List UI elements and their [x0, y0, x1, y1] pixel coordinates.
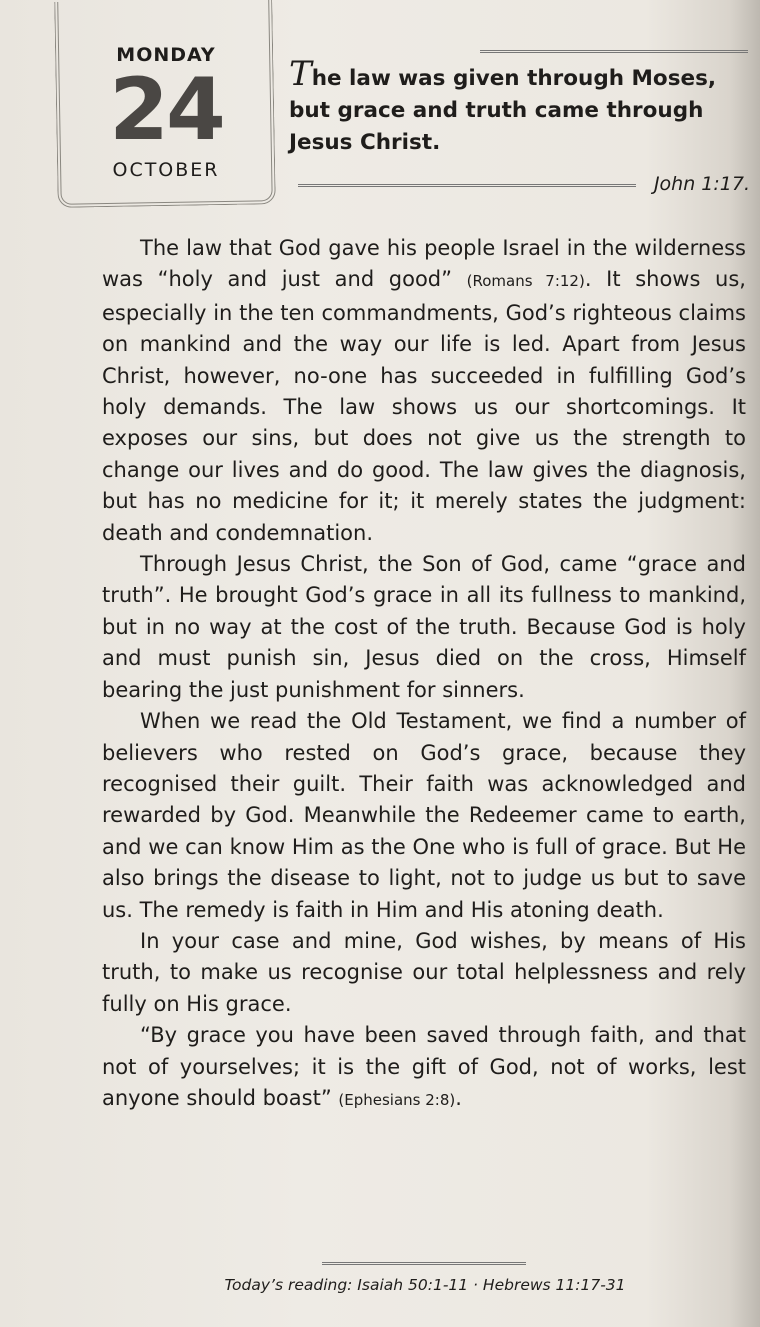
paragraph-text: In your case and mine, God wishes, by means of His truth, to make us recognise our total helplessness and rely fully on His grace.: [102, 928, 746, 1016]
key-verse: [289, 54, 749, 159]
day-number: 24: [109, 60, 223, 160]
footer-divider: [322, 1262, 526, 1265]
month-label: OCTOBER: [112, 159, 220, 181]
scripture-citation: (Romans 7:12): [466, 272, 585, 291]
paragraph-text: Through Jesus Christ, the Son of God, came “grace and truth”. He brought God’s grace in all its fullness to mankind, but in no way at the cost of the truth. Because God is holy and must punish sin, Jesus died on the cross, Himself bearing the just punishment for sinners.: [102, 552, 746, 702]
devotional-body: [102, 233, 746, 1116]
verse-reference: John 1:17.: [653, 173, 750, 195]
top-divider: [480, 50, 748, 53]
paragraph: [102, 549, 746, 706]
verse-text: he law was given through Moses, but grace and truth came through Jesus Christ.: [289, 66, 717, 155]
paragraph: [102, 1020, 746, 1116]
paragraph: [102, 233, 746, 549]
paragraph-text: .: [455, 1085, 462, 1110]
paragraph-text: When we read the Old Testament, we find a number of believers who rested on God’s grace, because they recognised their guilt. Their faith was acknowledged and rewarded by God. Meanwhile the Redeemer came to earth, and we can know Him as the One who is full of grace. But He also brings the disease to light, not to judge us but to save us. The remedy is faith in Him and His atoning death.: [102, 709, 746, 922]
verse-dropcap: T: [289, 54, 312, 94]
scripture-citation: (Ephesians 2:8): [338, 1090, 456, 1109]
paragraph-text: The law that God gave his people Israel in the wilderness was “holy and just and good”: [102, 236, 746, 292]
todays-reading: Today’s reading: Isaiah 50:1-11 · Hebrews 11:17-31: [224, 1276, 626, 1294]
paragraph-text: “By grace you have been saved through faith, and that not of yourselves; it is the gift of God, not of works, lest anyone should boast”: [102, 1023, 746, 1110]
paragraph: [102, 926, 746, 1020]
paragraph: [102, 706, 746, 926]
weekday-label: MONDAY: [116, 44, 216, 66]
reference-divider: [298, 184, 636, 187]
paragraph-text: . It shows us, especially in the ten commandments, God’s righteous claims on mankind and the way our life is led. Apart from Jesus Christ, however, no-one has succeeded in fulfilling God’s holy demands. The law shows us our shortcomings. It exposes our sins, but does not give us the strength to change our lives and do good. The law gives the diagnosis, but has no medicine for it; it merely states the judgment: death and condemnation.: [102, 267, 746, 545]
